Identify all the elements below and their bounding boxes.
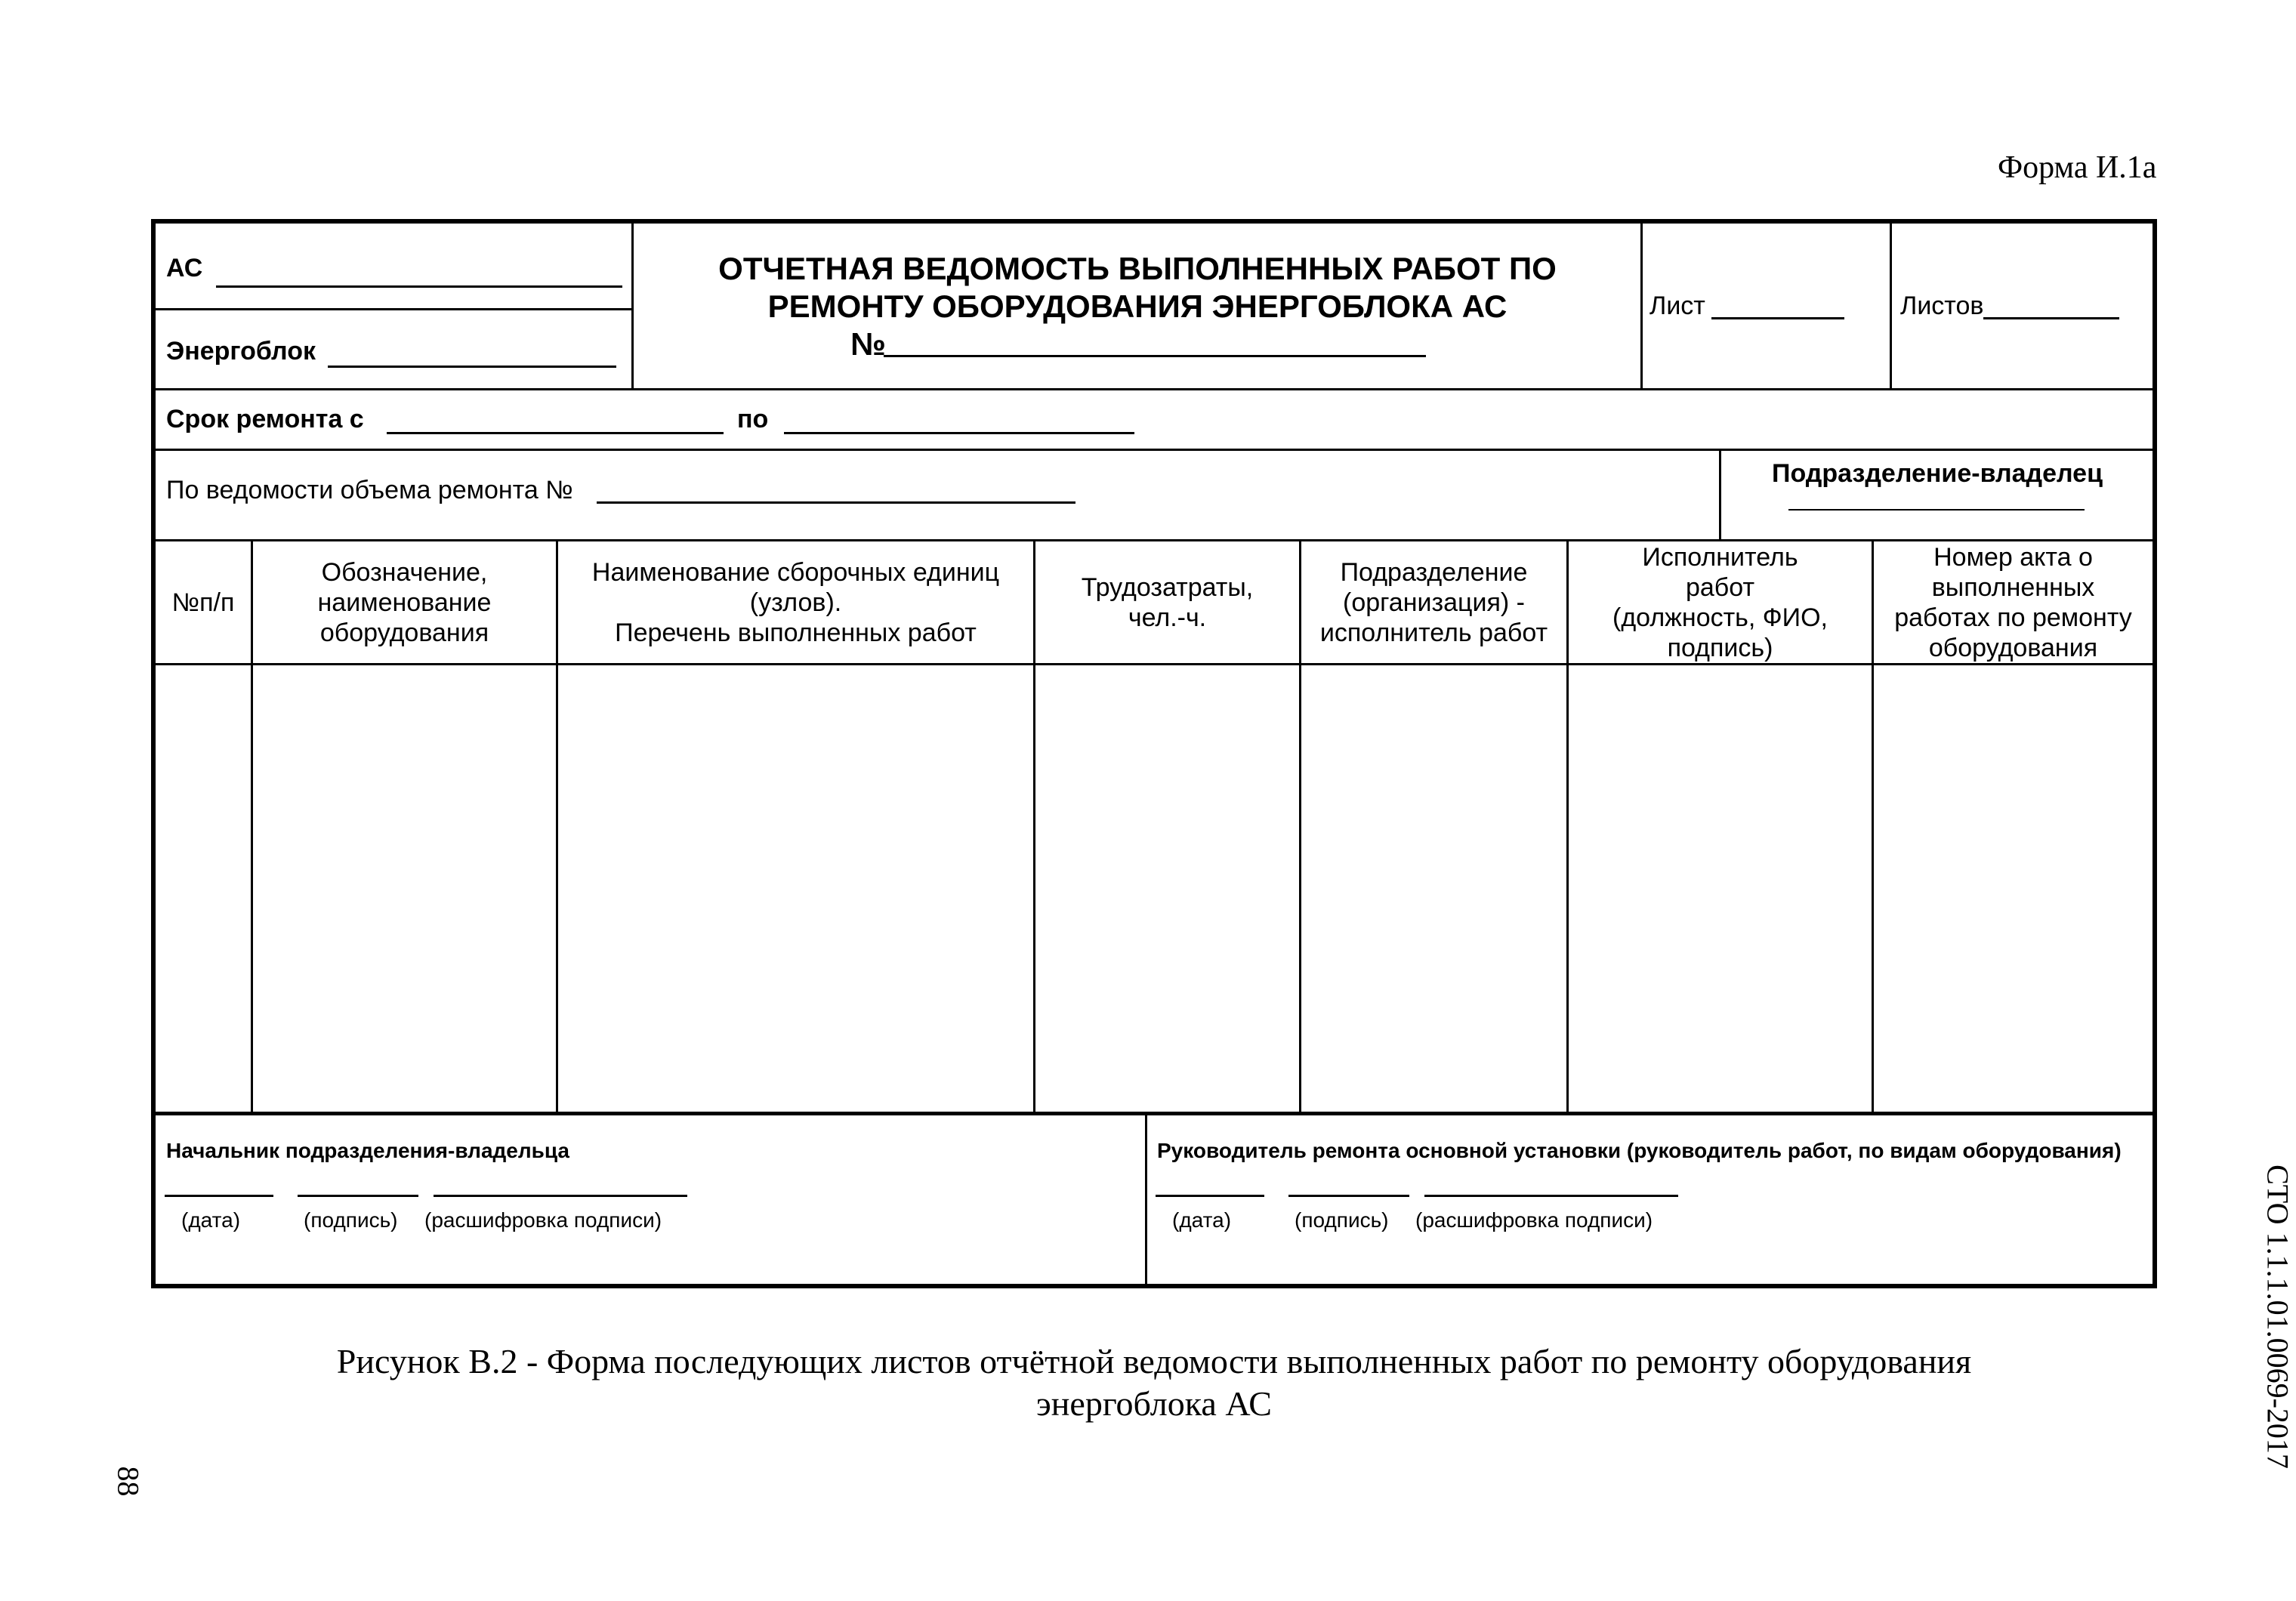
- form-title-line2: РЕМОНТУ ОБОРУДОВАНИЯ ЭНЕРГОБЛОКА АС: [767, 288, 1508, 324]
- as-label: АС: [166, 254, 203, 282]
- divider: [156, 388, 2152, 390]
- unit-label: Энергоблок: [166, 337, 316, 366]
- col-header-line: (организация) -: [1343, 588, 1525, 617]
- divider: [156, 308, 631, 310]
- col-header-act-number: [1874, 542, 2152, 663]
- col-header-line: работ: [1685, 573, 1755, 602]
- figure-caption-line2: энергоблока АС: [1036, 1384, 1272, 1423]
- col-header-line: работах по ремонту: [1894, 603, 2132, 632]
- decoding-line[interactable]: [1424, 1193, 1678, 1197]
- number-label: №: [850, 326, 886, 362]
- col-header-line: №п/п: [171, 588, 235, 617]
- col-header-line: чел.-ч.: [1128, 603, 1207, 632]
- col-header-line: Подразделение: [1340, 558, 1528, 587]
- col-header-line: (должность, ФИО,: [1612, 603, 1828, 632]
- as-input-line[interactable]: [216, 270, 622, 288]
- form-title-line1: ОТЧЕТНАЯ ВЕДОМОСТЬ ВЫПОЛНЕННЫХ РАБОТ ПО: [718, 251, 1557, 286]
- repair-from-label: Срок ремонта с: [166, 405, 364, 433]
- repair-to-input-line[interactable]: [784, 417, 1134, 434]
- number-input-line[interactable]: [884, 337, 1426, 357]
- divider: [1890, 224, 1892, 388]
- volume-statement-label: По ведомости объема ремонта №: [166, 476, 573, 504]
- divider: [156, 539, 2152, 541]
- decoding-line[interactable]: [434, 1193, 687, 1197]
- col-header-assembly-units: [558, 542, 1033, 663]
- document-code: СТО 1.1.1.01.0069-2017: [2261, 1165, 2295, 1469]
- left-signature-title: Начальник подразделения-владельца: [166, 1139, 569, 1162]
- report-form: [151, 219, 2157, 1288]
- divider: [1640, 224, 1643, 388]
- col-header-labor: [1035, 542, 1299, 663]
- col-header-line: Номер акта о: [1933, 543, 2093, 572]
- col-header-designation: [253, 542, 556, 663]
- signature-line[interactable]: [1288, 1193, 1409, 1197]
- col-header-line: Наименование сборочных единиц: [591, 558, 1000, 587]
- decoding-caption: (расшифровка подписи): [424, 1208, 662, 1232]
- col-header-line: исполнитель работ: [1319, 618, 1548, 647]
- col-header-line: Трудозатраты,: [1081, 573, 1254, 602]
- date-caption: (дата): [1172, 1208, 1232, 1232]
- sheets-input-line[interactable]: [1983, 299, 2119, 319]
- col-header-number: [156, 542, 251, 663]
- figure-caption-line1: Рисунок В.2 - Форма последующих листов отчётной ведомости выполненных работ по ремонту оборудования: [336, 1342, 1972, 1380]
- col-header-line: оборудования: [319, 618, 489, 647]
- date-line[interactable]: [165, 1193, 273, 1197]
- decoding-caption: (расшифровка подписи): [1415, 1208, 1653, 1232]
- repair-from-input-line[interactable]: [387, 417, 724, 434]
- signature-caption: (подпись): [304, 1208, 398, 1232]
- owner-unit-input-line[interactable]: [1788, 488, 2085, 511]
- signature-line[interactable]: [298, 1193, 418, 1197]
- divider: [1719, 449, 1721, 539]
- divider: [631, 224, 634, 388]
- divider: [156, 449, 2152, 451]
- col-header-line: выполненных: [1931, 573, 2095, 602]
- right-signature-title: Руководитель ремонта основной установки (руководитель работ, по видам оборудования): [1157, 1139, 2122, 1162]
- owner-unit-label: Подразделение-владелец: [1772, 459, 2103, 488]
- sheet-input-line[interactable]: [1711, 299, 1844, 319]
- volume-statement-input-line[interactable]: [597, 483, 1075, 504]
- col-header-line: оборудования: [1928, 634, 2098, 662]
- divider: [156, 663, 2152, 665]
- col-header-line: (узлов).: [749, 588, 842, 617]
- sheets-label: Листов: [1900, 292, 1984, 320]
- divider: [156, 1112, 2152, 1115]
- date-line[interactable]: [1156, 1193, 1264, 1197]
- col-header-line: наименование: [317, 588, 492, 617]
- form-code: Форма И.1а: [1998, 150, 2157, 185]
- col-header-line: Исполнитель: [1642, 543, 1798, 572]
- unit-input-line[interactable]: [328, 350, 616, 368]
- page-number: 88: [111, 1466, 146, 1497]
- col-header-line: Обозначение,: [321, 558, 488, 587]
- repair-to-label: по: [737, 405, 769, 433]
- col-header-executing-unit: [1301, 542, 1566, 663]
- col-header-line: подпись): [1667, 634, 1773, 662]
- signature-caption: (подпись): [1295, 1208, 1389, 1232]
- col-header-executor: [1569, 542, 1872, 663]
- divider: [1145, 1112, 1147, 1284]
- col-header-line: Перечень выполненных работ: [615, 618, 977, 647]
- sheet-label: Лист: [1649, 292, 1705, 320]
- date-caption: (дата): [181, 1208, 241, 1232]
